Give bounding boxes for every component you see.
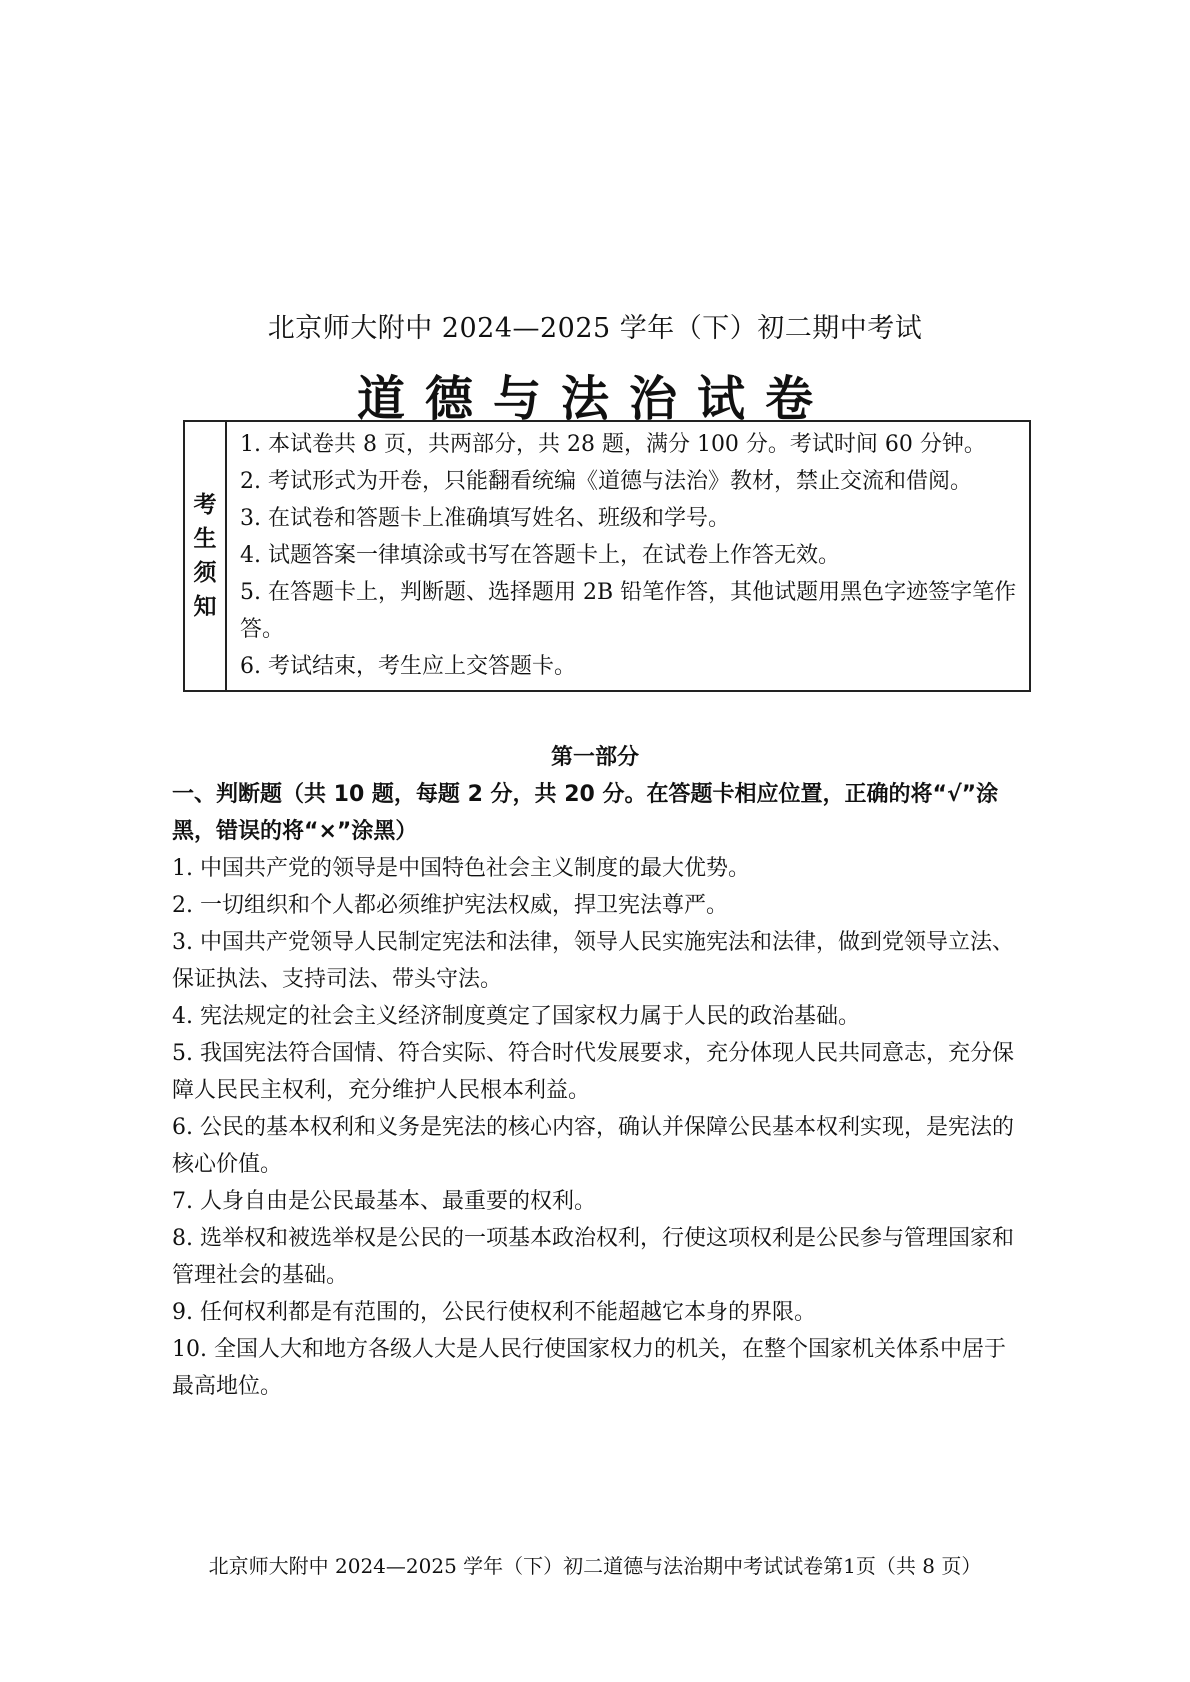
notice-item: 6. 考试结束，考生应上交答题卡。 (240, 654, 576, 679)
notice-item: 5. 在答题卡上，判断题、选择题用 2B 铅笔作答，其他试题用黑色字迹签字笔作答。 (240, 580, 1017, 642)
question-item: 3. 中国共产党领导人民制定宪法和法律，领导人民实施宪法和法律，做到党领导立法、保证执法、支持司法、带头守法。 (172, 930, 1014, 992)
exam-title: 道德与法治试卷 (356, 371, 833, 427)
part-one-title: 第一部分 (550, 745, 639, 770)
notice-item: 2. 考试形式为开卷，只能翻看统编《道德与法治》教材，禁止交流和借阅。 (240, 469, 972, 494)
question-item: 2. 一切组织和个人都必须维护宪法权威，捍卫宪法尊严。 (172, 893, 728, 918)
question-item: 10. 全国人大和地方各级人大是人民行使国家权力的机关，在整个国家机关体系中居于最高地位。 (172, 1337, 1006, 1399)
question-item: 8. 选举权和被选举权是公民的一项基本政治权利，行使这项权利是公民参与管理国家和管理社会的基础。 (172, 1226, 1014, 1288)
notice-label-char: 生 (193, 526, 217, 552)
question-item: 6. 公民的基本权利和义务是宪法的核心内容，确认并保障公民基本权利实现，是宪法的核心价值。 (172, 1115, 1014, 1177)
notice-item: 4. 试题答案一律填涂或书写在答题卡上，在试卷上作答无效。 (240, 543, 840, 568)
notice-label-char: 知 (193, 594, 217, 620)
question-item: 9. 任何权利都是有范围的，公民行使权利不能超越它本身的界限。 (172, 1300, 816, 1325)
notice-label-char: 须 (193, 560, 217, 586)
question-item: 4. 宪法规定的社会主义经济制度奠定了国家权力属于人民的政治基础。 (172, 1004, 860, 1029)
notice-label (185, 422, 227, 690)
notice-item: 1. 本试卷共 8 页，共两部分，共 28 题，满分 100 分。考试时间 60 分钟。 (240, 432, 986, 457)
question-item: 7. 人身自由是公民最基本、最重要的权利。 (172, 1189, 596, 1214)
candidate-notice-box (183, 420, 1031, 692)
notice-items (240, 426, 1025, 685)
question-item: 5. 我国宪法符合国情、符合实际、符合时代发展要求，充分体现人民共同意志，充分保障人民民主权利，充分维护人民根本利益。 (172, 1041, 1014, 1103)
notice-label-char: 考 (193, 492, 217, 518)
notice-item: 3. 在试卷和答题卡上准确填写姓名、班级和学号。 (240, 506, 730, 531)
question-list (172, 776, 1027, 1405)
question-item: 1. 中国共产党的领导是中国特色社会主义制度的最大优势。 (172, 856, 750, 881)
exam-subtitle: 北京师大附中 2024—2025 学年（下）初二期中考试 (267, 313, 923, 344)
section-instruction: 一、判断题（共 10 题，每题 2 分，共 20 分。在答题卡相应位置，正确的将“√”涂黑，错误的将“×”涂黑） (172, 782, 999, 844)
page-footer: 北京师大附中 2024—2025 学年（下）初二道德与法治期中考试试卷第1页（共 8 页） (208, 1554, 982, 1578)
